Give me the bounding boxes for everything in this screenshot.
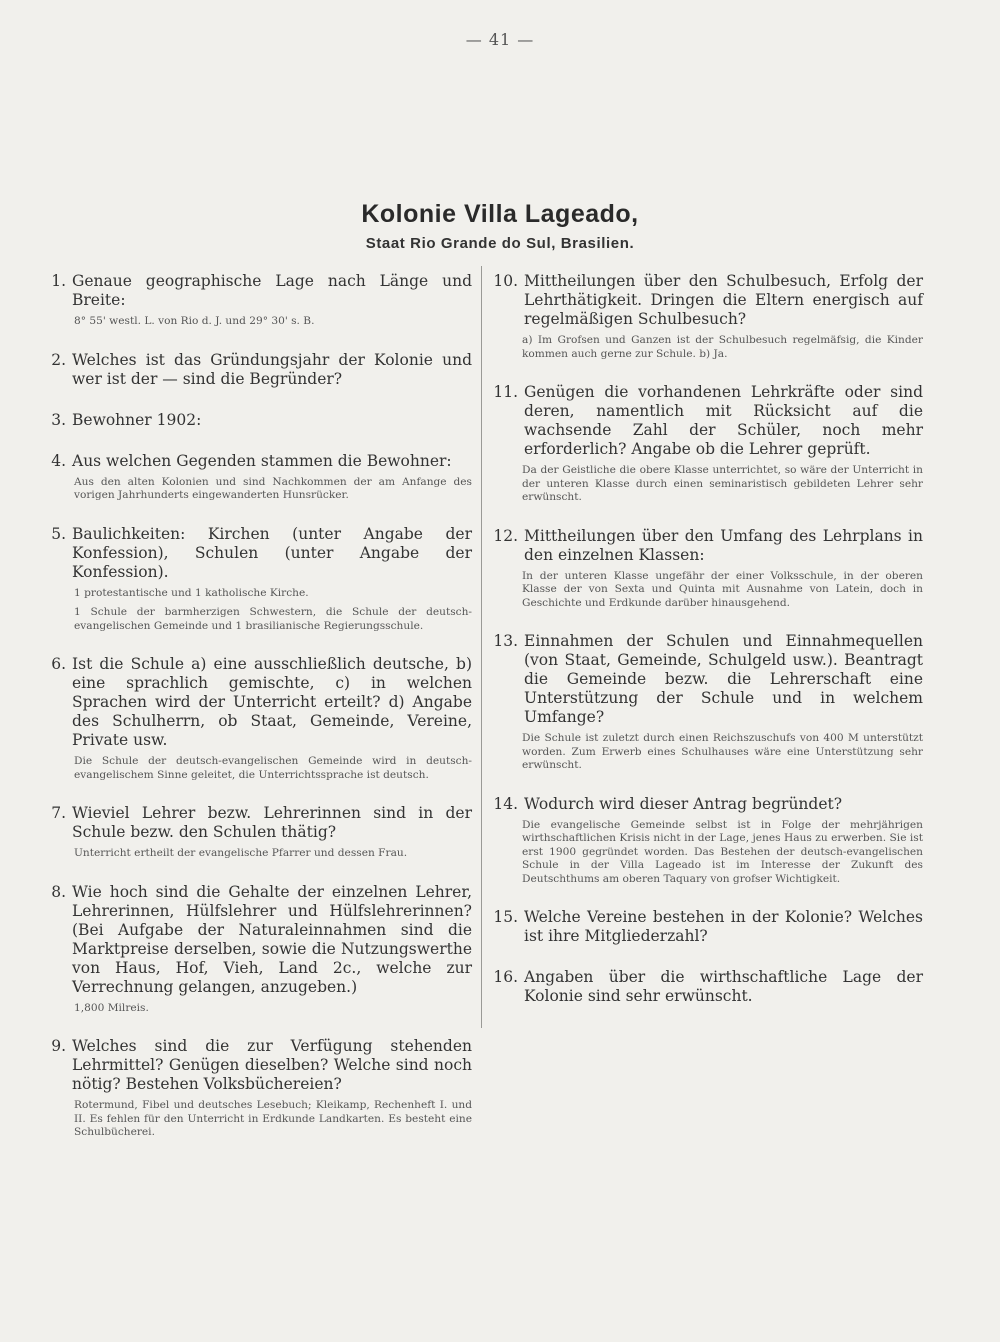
question-number: 4. <box>51 451 66 470</box>
answer-text: In der unteren Klasse ungefähr der einer Volksschule, in der oberen Klasse der von Sexta und Quinta mit Ausnahme von Latein, doch in Geschichte und Erdkunde darüber hinausgehend. <box>522 569 923 609</box>
questionnaire-item <box>40 525 472 634</box>
questionnaire-item <box>40 883 472 1016</box>
question <box>40 1037 472 1094</box>
answer-text: Die evangelische Gemeinde selbst ist in Folge der mehrjährigen wirthschaftlichen Krisis nicht in der Lage, jenes Haus zu erwerben. Sie ist erst 1900 gegründet worden. Das Bestehen der deutsch-evangelischen Schule in der Villa Lageado ist im Interesse der Zukunft des Deutschthums am oberen Taquary von grofser Wichtigkeit. <box>522 818 923 885</box>
question-text: Welches sind die zur Verfügung stehenden Lehrmittel? Genügen dieselben? Welche sind noch nötig? Bestehen Volksbüchereien? <box>72 1037 472 1093</box>
question <box>488 908 923 946</box>
question-text: Baulichkeiten: Kirchen (unter Angabe der Konfession), Schulen (unter Angabe der Konfession). <box>72 524 472 581</box>
answer-text: a) Im Grofsen und Ganzen ist der Schulbesuch regelmäfsig, die Kinder kommen auch gerne zur Schule. b) Ja. <box>522 334 923 360</box>
question-text: Mittheilungen über den Schulbesuch, Erfolg der Lehrthätigkeit. Dringen die Eltern energisch auf regelmäßigen Schulbesuch? <box>524 272 923 328</box>
answer-text: 1 Schule der barmherzigen Schwestern, die Schule der deutsch-evangelischen Gemeinde und 1 brasilianische Regierungsschule. <box>74 606 472 632</box>
question-number: 15. <box>493 908 518 926</box>
question <box>488 527 923 565</box>
question <box>40 452 472 471</box>
question-text: Mittheilungen über den Umfang des Lehrplans in den einzelnen Klassen: <box>524 526 923 564</box>
question-number: 5. <box>51 524 66 543</box>
question-number: 10. <box>493 272 518 290</box>
question <box>40 351 472 389</box>
question-number: 7. <box>51 804 66 822</box>
question-text: Welche Vereine bestehen in der Kolonie? Welches ist ihre Mitgliederzahl? <box>524 908 923 945</box>
question-number: 3. <box>51 410 66 429</box>
question-text: Angaben über die wirthschaftliche Lage der Kolonie sind sehr erwünscht. <box>524 968 923 1005</box>
question-number: 11. <box>493 383 518 401</box>
answer-text: Unterricht ertheilt der evangelische Pfarrer und dessen Frau. <box>74 847 408 859</box>
questionnaire-item <box>40 1037 472 1140</box>
question <box>40 804 472 842</box>
question-number: 1. <box>51 272 66 290</box>
question-text: Ist die Schule a) eine ausschließlich deutsche, b) eine sprachlich gemischte, c) in welchen Sprachen wird der Unterricht erteilt? d) Angabe des Schulherrn, ob Staat, Gemeinde, Vereine, Private usw. <box>72 655 472 749</box>
answer-text: 8° 55' westl. L. von Rio d. J. und 29° 30' s. B. <box>74 315 315 327</box>
question <box>40 883 472 997</box>
question-number: 14. <box>493 794 518 813</box>
question-text: Wodurch wird dieser Antrag begründet? <box>524 794 843 813</box>
title-block <box>0 200 1000 252</box>
answer-text: Aus den alten Kolonien und sind Nachkommen der am Anfange des vorigen Jahrhunderts eingewanderten Hunsrücker. <box>74 475 472 501</box>
question-number: 9. <box>51 1037 66 1055</box>
answer-text: 1 protestantische und 1 katholische Kirche. <box>74 586 309 599</box>
questionnaire-item <box>488 968 923 1006</box>
question-number: 6. <box>51 655 66 673</box>
question <box>488 272 923 329</box>
question-number: 8. <box>51 882 66 901</box>
questionnaire-item <box>488 632 923 773</box>
questionnaire-item <box>488 527 923 611</box>
left-column <box>40 272 472 1162</box>
question-number: 16. <box>493 968 518 986</box>
answer-text: 1,800 Milreis. <box>74 1001 149 1014</box>
question-text: Bewohner 1902: <box>72 410 202 429</box>
question-text: Genaue geographische Lage nach Länge und Breite: <box>72 272 472 309</box>
answer-text: Die Schule der deutsch-evangelischen Gemeinde wird in deutsch-evangelischem Sinne geleitet, die Unterrichtssprache ist deutsch. <box>74 755 472 781</box>
right-column <box>488 272 923 1028</box>
question-number: 12. <box>493 526 518 545</box>
question <box>488 632 923 727</box>
question-text: Welches ist das Gründungsjahr der Kolonie und wer ist der — sind die Begründer? <box>72 350 472 388</box>
column-divider <box>481 266 482 1028</box>
questionnaire-item <box>40 804 472 861</box>
show-through-text <box>0 92 1000 118</box>
questionnaire-item <box>488 383 923 505</box>
question <box>40 411 472 430</box>
question-text: Wieviel Lehrer bezw. Lehrerinnen sind in der Schule bezw. den Schulen thätig? <box>72 804 472 841</box>
answer-text: Rotermund, Fibel und deutsches Lesebuch; Kleikamp, Rechenheft I. und II. Es fehlen für den Unterricht in Erdkunde Landkarten. Es besteht eine Schulbücherei. <box>74 1099 472 1138</box>
question <box>488 383 923 459</box>
questionnaire-item <box>40 655 472 782</box>
answer-text: Da der Geistliche die obere Klasse unterrichtet, so wäre der Unterricht in der unteren Klasse durch einen seminaristisch gebildeten Lehrer sehr erwünscht. <box>522 464 923 503</box>
questionnaire-item <box>40 452 472 503</box>
question <box>40 272 472 310</box>
question <box>40 655 472 750</box>
question <box>488 968 923 1006</box>
page-number: — 41 — <box>465 30 535 49</box>
question-text: Einnahmen der Schulen und Einnahmequellen (von Staat, Gemeinde, Schulgeld usw.). Beantragt die Gemeinde bezw. die Lehrerschaft eine Unterstützung der Schule und in welchem Umfange? <box>524 632 923 726</box>
colony-subtitle: Staat Rio Grande do Sul, Brasilien. <box>365 235 635 252</box>
questionnaire-item <box>40 411 472 430</box>
question-text: Genügen die vorhandenen Lehrkräfte oder sind deren, namentlich mit Rücksicht auf die wachsende Zahl der Schüler, noch mehr erforderlich? Angabe ob die Lehrer geprüft. <box>524 383 923 458</box>
question <box>40 525 472 582</box>
questionnaire-item <box>40 272 472 329</box>
questionnaire-item <box>40 351 472 389</box>
question-number: 13. <box>493 632 518 650</box>
questionnaire-item <box>488 272 923 361</box>
answer-text: Die Schule ist zuletzt durch einen Reichszuschufs von 400 M unterstützt worden. Zum Erwerb eines Schulhauses wäre eine Unterstützung sehr erwünscht. <box>522 732 923 771</box>
question-text: Aus welchen Gegenden stammen die Bewohner: <box>72 451 452 470</box>
questionnaire-item <box>488 908 923 946</box>
question <box>488 795 923 814</box>
questionnaire-item <box>488 795 923 887</box>
question-text: Wie hoch sind die Gehalte der einzelnen Lehrer, Lehrerinnen, Hülfslehrer und Hülfslehrerinnen? (Bei Aufgabe der Naturaleinnahmen sind die Marktpreise derselben, sowie die Nutzungswerthe von Haus, Hof, Vieh, Land 2c., welche zur Verrechnung gelangen, anzugeben.) <box>72 882 472 996</box>
question-number: 2. <box>51 350 66 369</box>
colony-title: Kolonie Villa Lageado, <box>361 200 639 228</box>
